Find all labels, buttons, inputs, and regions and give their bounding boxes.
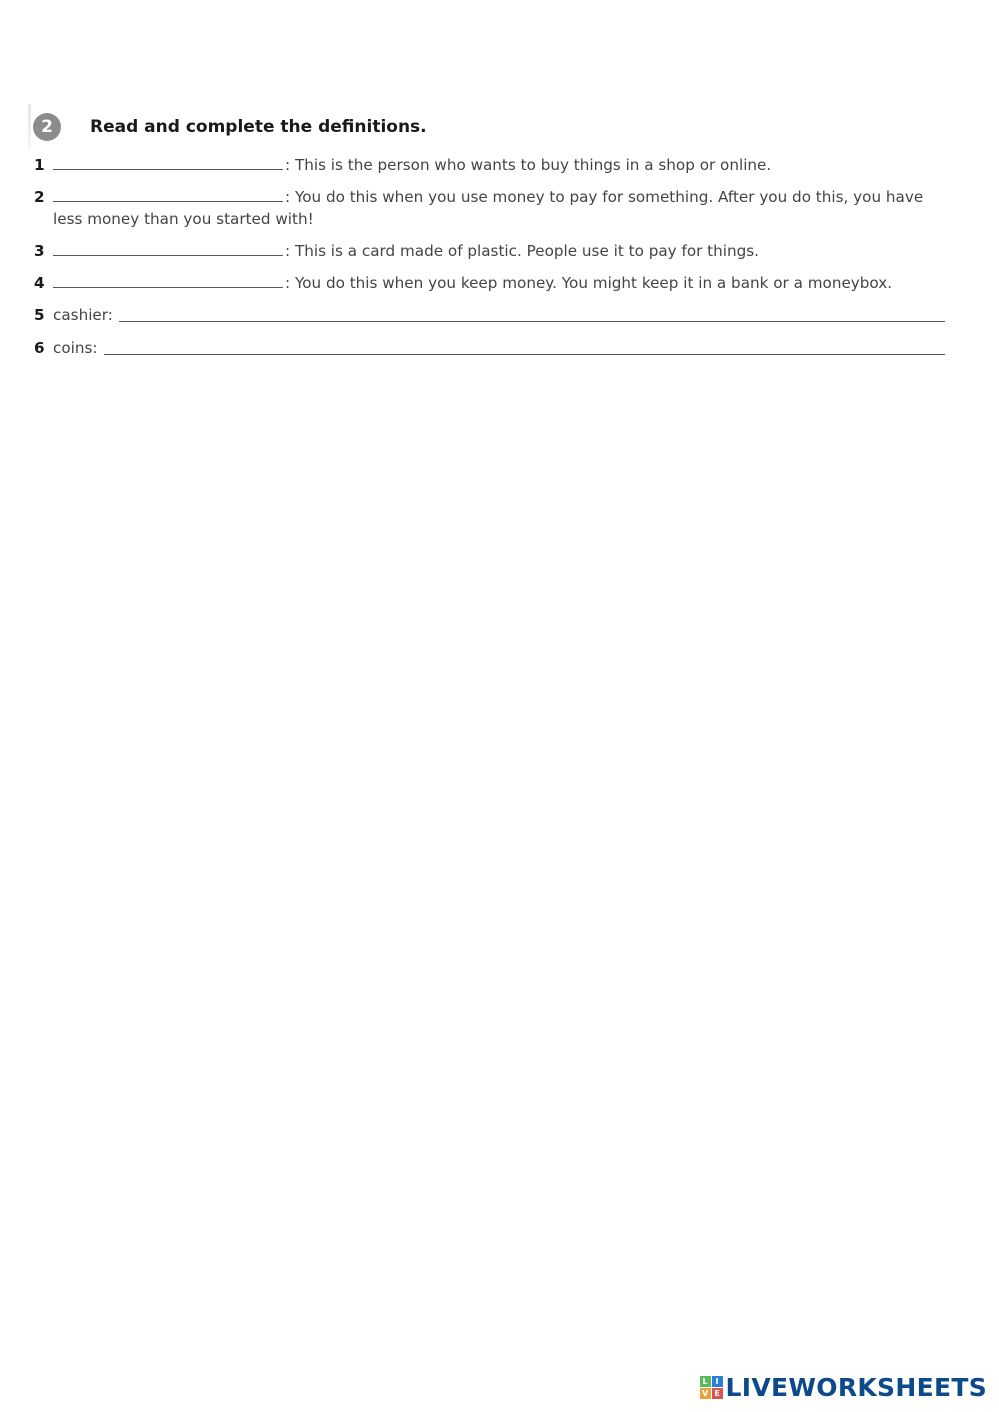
page-edge-shadow xyxy=(28,104,31,150)
item-number: 3 xyxy=(34,242,45,260)
word-cashier: cashier: xyxy=(53,306,113,324)
logo-mark-icon xyxy=(700,1376,723,1399)
answer-line-5[interactable] xyxy=(119,306,945,322)
logo-mark-letter: E xyxy=(712,1388,723,1399)
answer-blank-4[interactable] xyxy=(53,272,283,288)
definition-item-3 xyxy=(34,240,945,262)
definition-item-5 xyxy=(34,304,945,326)
logo-text: LIVEWORKSHEETS xyxy=(725,1373,987,1402)
item-number: 2 xyxy=(34,188,45,206)
definition-text-4: : You do this when you keep money. You might keep it in a bank or a moneybox. xyxy=(285,274,893,292)
definition-item-4 xyxy=(34,272,945,294)
answer-blank-2[interactable] xyxy=(53,186,283,202)
definition-item-2 xyxy=(34,186,945,230)
definition-item-1 xyxy=(34,154,945,176)
item-number: 6 xyxy=(34,339,45,357)
logo-mark-letter: V xyxy=(700,1388,711,1399)
answer-blank-1[interactable] xyxy=(53,154,283,170)
answer-line-6[interactable] xyxy=(104,339,945,355)
definition-text-2: : You do this when you use money to pay for something. After you do this, you have less money than you started with! xyxy=(53,188,924,228)
exercise-instruction: Read and complete the definitions. xyxy=(90,117,427,137)
liveworksheets-logo xyxy=(700,1373,987,1402)
definition-text-1: : This is the person who wants to buy things in a shop or online. xyxy=(285,156,772,174)
item-number: 4 xyxy=(34,274,45,292)
exercise-number-badge: 2 xyxy=(33,113,61,141)
item-number: 1 xyxy=(34,156,45,174)
logo-mark-letter: I xyxy=(712,1376,723,1387)
word-coins: coins: xyxy=(53,339,98,357)
item-number: 5 xyxy=(34,306,45,324)
definition-item-6 xyxy=(34,337,945,359)
exercise-header xyxy=(33,112,427,142)
answer-blank-3[interactable] xyxy=(53,240,283,256)
definition-text-3: : This is a card made of plastic. People use it to pay for things. xyxy=(285,242,759,260)
logo-mark-letter: L xyxy=(700,1376,711,1387)
